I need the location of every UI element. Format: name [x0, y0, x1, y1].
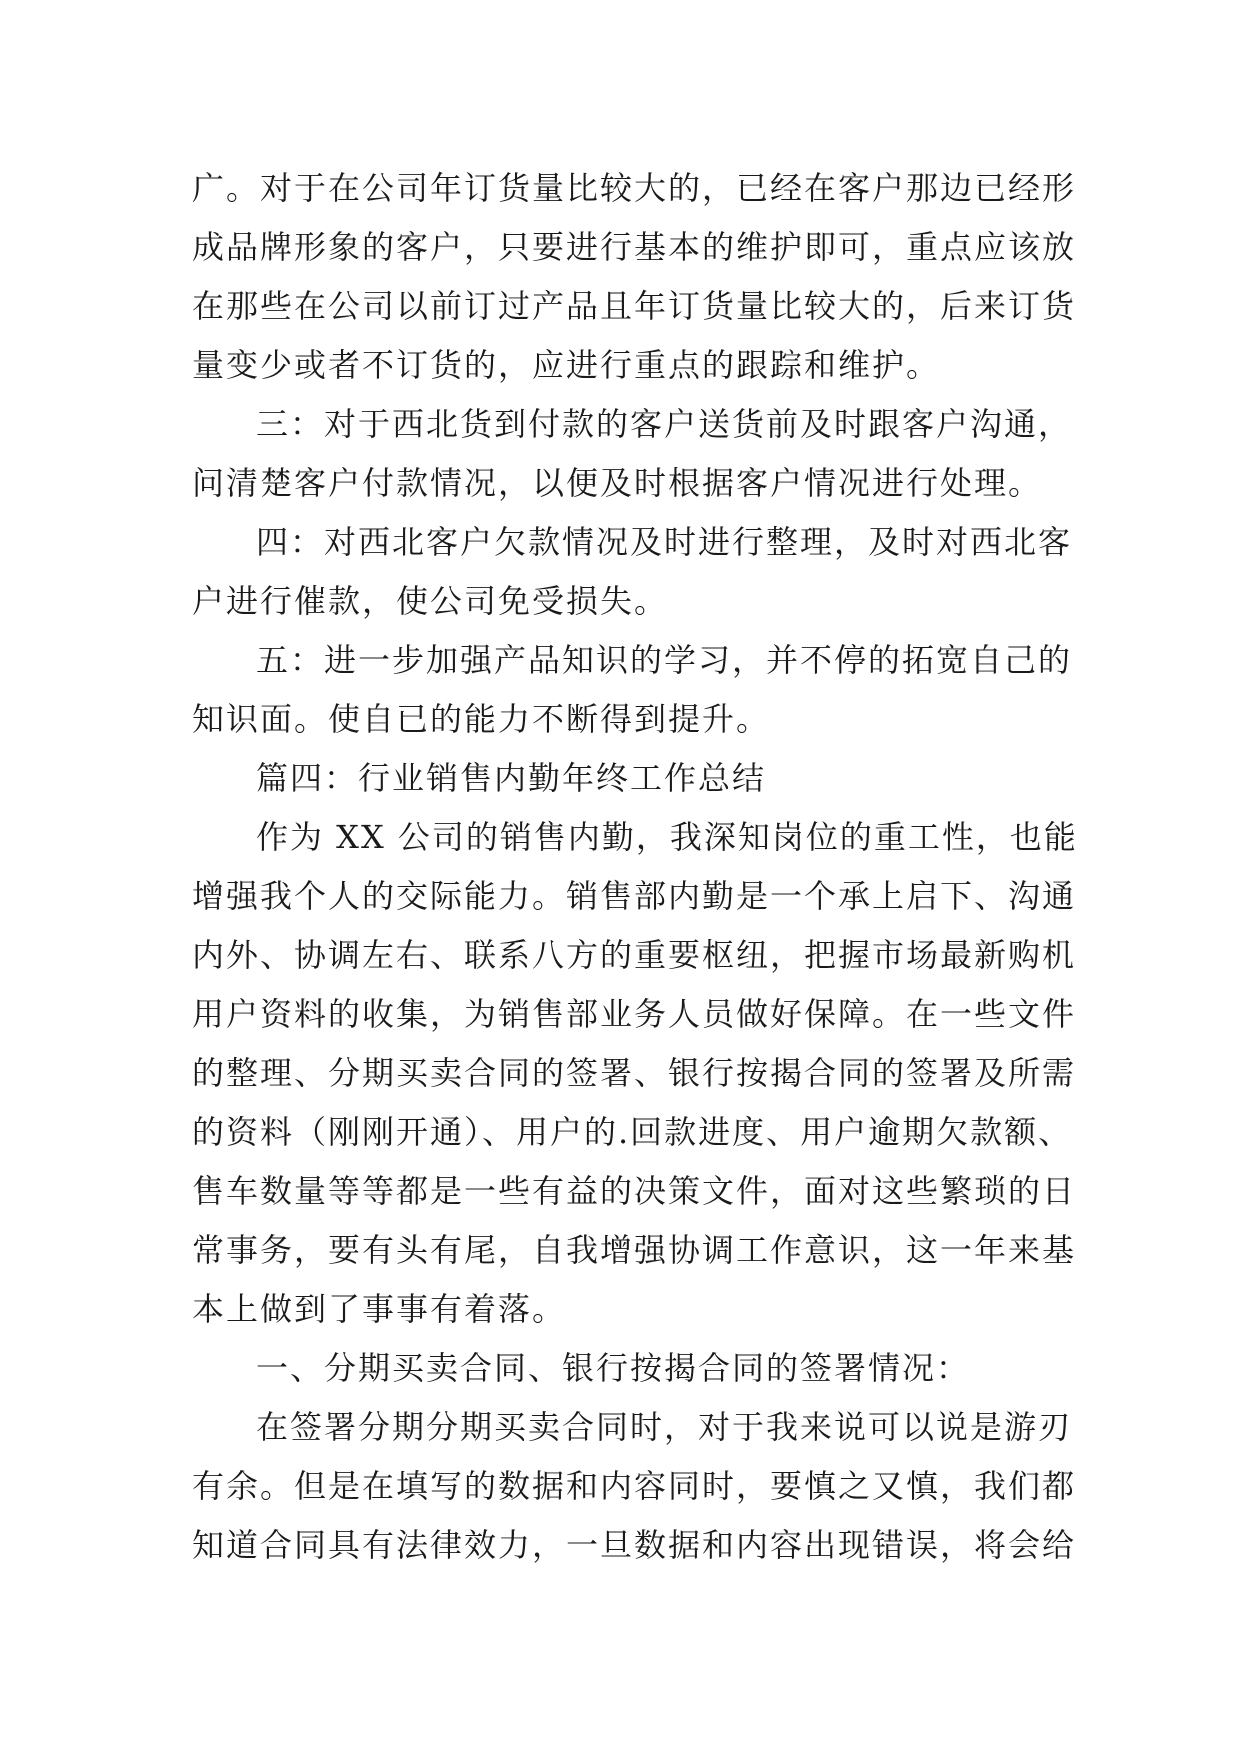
- text-line: 量变少或者不订货的，应进行重点的跟踪和维护。: [192, 346, 941, 384]
- text-line: 用户资料的收集，为销售部业务人员做好保障。在一些文件: [192, 995, 1077, 1033]
- text-line: 有余。但是在填写的数据和内容同时，要慎之又慎，我们都: [192, 1467, 1077, 1505]
- text-line: 在签署分期分期买卖合同时，对于我来说可以说是游刃: [256, 1408, 1073, 1446]
- text-line: 在那些在公司以前订过产品且年订货量比较大的，后来订货: [192, 287, 1077, 325]
- text-line: 的整理、分期买卖合同的签署、银行按揭合同的签署及所需: [192, 1054, 1077, 1092]
- text-line: 常事务，要有头有尾，自我增强协调工作意识，这一年来基: [192, 1231, 1077, 1269]
- text-line: 知识面。使自已的能力不断得到提升。: [192, 700, 771, 738]
- text-line: 本上做到了事事有着落。: [192, 1290, 567, 1328]
- text-line: 篇四：行业销售内勤年终工作总结: [256, 759, 767, 797]
- text-line: 售车数量等等都是一些有益的决策文件，面对这些繁琐的日: [192, 1172, 1077, 1210]
- text-line: 户进行催款，使公司免受损失。: [192, 582, 669, 620]
- text-line: 的资料（刚刚开通）、用户的.回款进度、用户逾期欠款额、: [192, 1113, 1073, 1151]
- text-line: 知道合同具有法律效力，一旦数据和内容出现错误，将会给: [192, 1526, 1077, 1564]
- text-line: 内外、协调左右、联系八方的重要枢纽，把握市场最新购机: [192, 936, 1077, 974]
- text-line: 作为 XX 公司的销售内勤，我深知岗位的重工性，也能: [256, 818, 1078, 856]
- text-line: 成品牌形象的客户，只要进行基本的维护即可，重点应该放: [192, 228, 1077, 266]
- text-line: 问清楚客户付款情况，以便及时根据客户情况进行处理。: [192, 464, 1043, 502]
- text-line: 五：进一步加强产品知识的学习，并不停的拓宽自己的: [256, 641, 1073, 679]
- text-line: 增强我个人的交际能力。销售部内勤是一个承上启下、沟通: [192, 877, 1077, 915]
- text-line: 一、分期买卖合同、银行按揭合同的签署情况：: [256, 1349, 971, 1387]
- text-line: 广。对于在公司年订货量比较大的，已经在客户那边已经形: [192, 169, 1077, 207]
- text-line: 三：对于西北货到付款的客户送货前及时跟客户沟通，: [256, 405, 1073, 443]
- document-body: [192, 159, 1078, 1575]
- text-line: 四：对西北客户欠款情况及时进行整理，及时对西北客: [256, 523, 1073, 561]
